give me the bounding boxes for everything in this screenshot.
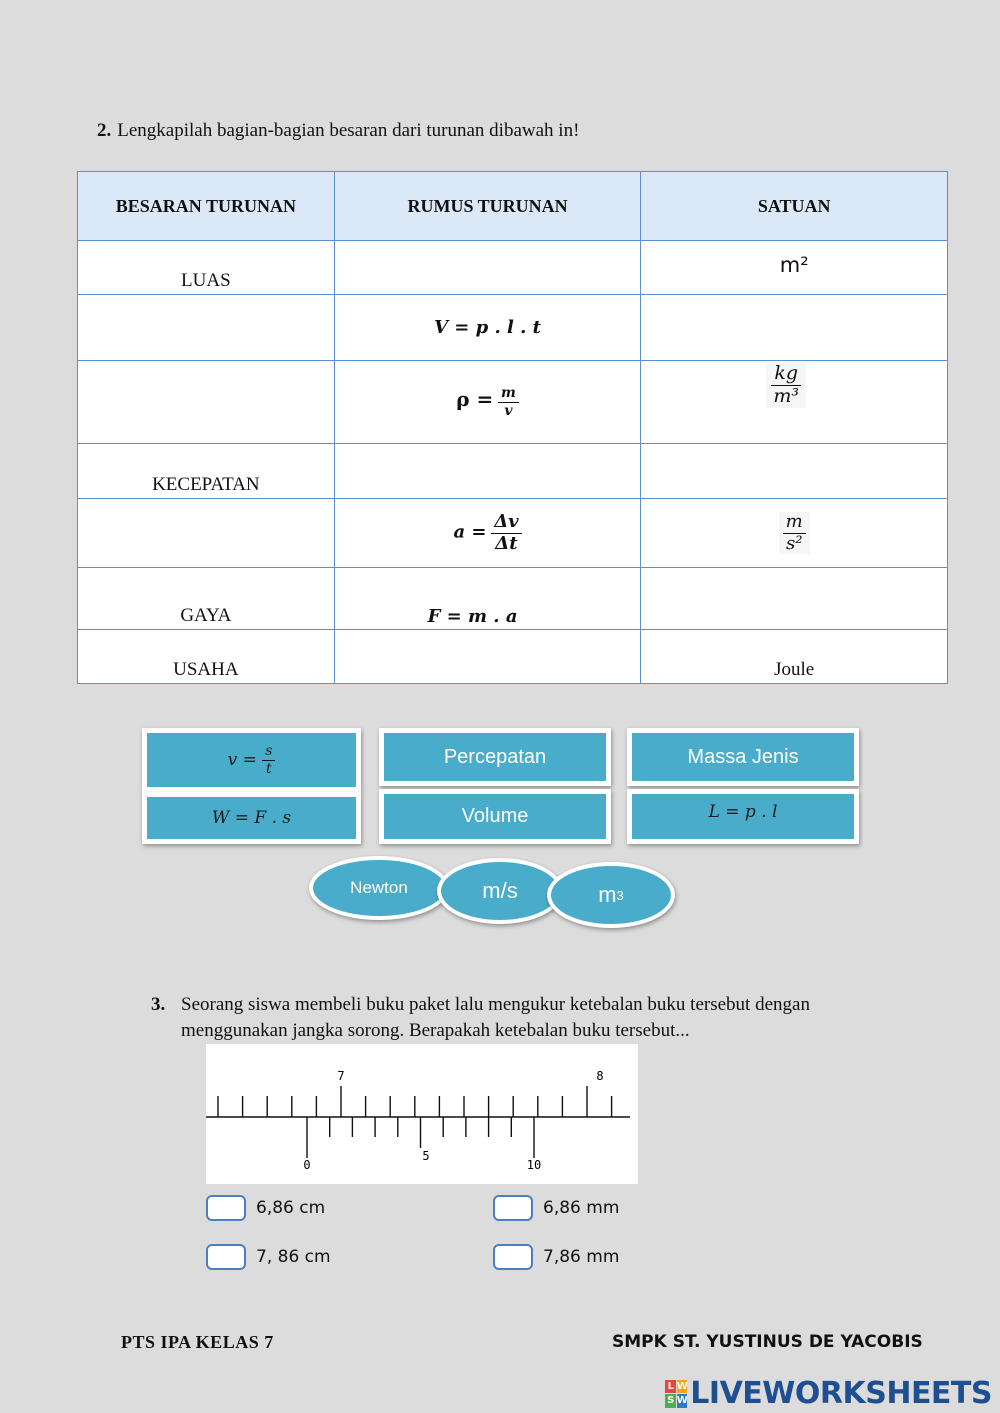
option-checkbox[interactable] bbox=[493, 1244, 533, 1270]
fraction-denominator: Δt bbox=[495, 532, 518, 554]
drop-cell[interactable] bbox=[334, 295, 641, 361]
tile-work-formula[interactable]: W = F . s bbox=[142, 792, 361, 844]
drop-cell[interactable] bbox=[641, 295, 948, 361]
option-label: 7, 86 cm bbox=[256, 1247, 331, 1267]
option-checkbox[interactable] bbox=[206, 1195, 246, 1221]
unit-fraction bbox=[766, 363, 806, 408]
tile-velocity-formula[interactable] bbox=[142, 728, 361, 792]
drop-cell[interactable] bbox=[334, 630, 641, 684]
vernier-label-5: 5 bbox=[422, 1149, 430, 1163]
header-rumus: RUMUS TURUNAN bbox=[334, 172, 641, 241]
question-3-line-2: menggunakan jangka sorong. Berapakah ketebalan buku tersebut... bbox=[181, 1020, 690, 1041]
main-label-7: 7 bbox=[337, 1069, 345, 1083]
drop-cell[interactable] bbox=[334, 499, 641, 568]
oval-m-cubed-base: m bbox=[598, 882, 617, 907]
table-row bbox=[78, 630, 948, 684]
question-3 bbox=[151, 992, 871, 1044]
cell-formula: V = p . l . t bbox=[434, 316, 541, 338]
vernier-label-0: 0 bbox=[303, 1158, 311, 1172]
footer-school-name: SMPK ST. YUSTINUS DE YACOBIS bbox=[612, 1332, 923, 1352]
question-2 bbox=[97, 120, 579, 142]
cell-text: KECEPATAN bbox=[152, 474, 260, 495]
fraction-denominator: s² bbox=[785, 532, 803, 554]
tile-percepatan[interactable]: Percepatan bbox=[379, 728, 611, 786]
option-checkbox[interactable] bbox=[206, 1244, 246, 1270]
fraction-numerator: kg bbox=[771, 363, 801, 386]
drop-cell[interactable] bbox=[641, 361, 948, 444]
option-label: 7,86 mm bbox=[543, 1247, 620, 1267]
vernier-scale-ticks bbox=[307, 1117, 534, 1158]
drop-cell[interactable] bbox=[641, 499, 948, 568]
footer-exam-title: PTS IPA KELAS 7 bbox=[121, 1332, 274, 1352]
oval-m-cubed-exponent: 3 bbox=[616, 887, 624, 903]
drop-cell[interactable] bbox=[78, 499, 335, 568]
formula-lhs: a = bbox=[453, 521, 487, 543]
table-row bbox=[78, 444, 948, 499]
option-label: 6,86 cm bbox=[256, 1198, 326, 1218]
logo-tile: W bbox=[676, 1380, 688, 1392]
drop-cell[interactable] bbox=[641, 568, 948, 630]
brand-name: LIVEWORKSHEETS bbox=[690, 1376, 992, 1411]
logo-tile: S bbox=[667, 1395, 674, 1407]
fraction-numerator: s bbox=[262, 743, 275, 760]
liveworksheets-brand[interactable] bbox=[665, 1376, 992, 1411]
question-2-number: 2. bbox=[97, 120, 112, 141]
drop-cell[interactable] bbox=[334, 568, 641, 630]
table-row bbox=[78, 568, 948, 630]
oval-m-per-s[interactable]: m/s bbox=[437, 858, 563, 924]
drop-cell[interactable] bbox=[78, 361, 335, 444]
drop-cell[interactable] bbox=[334, 241, 641, 295]
option-checkbox[interactable] bbox=[493, 1195, 533, 1221]
drop-cell[interactable] bbox=[78, 568, 335, 630]
vernier-label-10: 10 bbox=[526, 1158, 542, 1172]
unit-fraction bbox=[779, 512, 810, 554]
formula-lhs: ρ = bbox=[456, 387, 494, 412]
header-besaran: BESARAN TURUNAN bbox=[78, 172, 335, 241]
cell-formula: F = m . a bbox=[427, 606, 518, 627]
main-scale-ticks bbox=[218, 1086, 612, 1117]
logo-tile: L bbox=[665, 1380, 675, 1394]
liveworksheets-logo-icon bbox=[665, 1380, 687, 1408]
logo-tile: W bbox=[676, 1395, 688, 1407]
tile-volume[interactable]: Volume bbox=[379, 789, 611, 844]
cell-text: GAYA bbox=[180, 605, 232, 626]
question-2-text: Lengkapilah bagian-bagian besaran dari turunan dibawah in! bbox=[117, 120, 580, 141]
tile-formula-lhs: v = bbox=[227, 750, 257, 770]
drop-cell[interactable] bbox=[78, 444, 335, 499]
table-row bbox=[78, 241, 948, 295]
derived-quantities-table bbox=[77, 171, 948, 684]
table-row bbox=[78, 361, 948, 444]
fraction-numerator: m bbox=[498, 385, 519, 402]
option-c[interactable] bbox=[206, 1244, 331, 1270]
fraction-numerator: m bbox=[783, 512, 806, 534]
oval-newton[interactable]: Newton bbox=[309, 856, 449, 920]
drop-cell[interactable] bbox=[334, 444, 641, 499]
question-3-line-1: Seorang siswa membeli buku paket lalu mengukur ketebalan buku tersebut dengan bbox=[181, 994, 810, 1015]
cell-text: Joule bbox=[774, 659, 815, 680]
drop-cell[interactable] bbox=[334, 361, 641, 444]
drop-cell[interactable] bbox=[641, 444, 948, 499]
header-satuan: SATUAN bbox=[641, 172, 948, 241]
option-label: 6,86 mm bbox=[543, 1198, 620, 1218]
option-d[interactable] bbox=[493, 1244, 619, 1270]
tile-massa-jenis[interactable]: Massa Jenis bbox=[627, 728, 859, 786]
tile-area-formula[interactable]: L = p . l bbox=[627, 789, 859, 844]
formula-fraction bbox=[491, 512, 521, 554]
question-3-number: 3. bbox=[151, 994, 166, 1015]
formula-fraction bbox=[498, 385, 519, 418]
drop-cell[interactable] bbox=[641, 630, 948, 684]
drop-cell[interactable] bbox=[78, 630, 335, 684]
tile-fraction bbox=[262, 743, 275, 776]
option-a[interactable] bbox=[206, 1195, 325, 1221]
drop-cell[interactable] bbox=[78, 295, 335, 361]
option-b[interactable] bbox=[493, 1195, 619, 1221]
table-row bbox=[78, 499, 948, 568]
vernier-caliper-figure bbox=[206, 1044, 638, 1184]
oval-m-cubed[interactable] bbox=[547, 862, 675, 928]
cell-text: m² bbox=[779, 253, 809, 277]
fraction-denominator: m³ bbox=[773, 384, 799, 407]
fraction-denominator: t bbox=[266, 760, 272, 777]
drop-cell[interactable] bbox=[78, 241, 335, 295]
cell-text: LUAS bbox=[181, 270, 231, 291]
table-header-row bbox=[78, 172, 948, 241]
drop-cell[interactable] bbox=[641, 241, 948, 295]
fraction-numerator: Δv bbox=[491, 512, 521, 534]
main-label-8: 8 bbox=[596, 1069, 604, 1083]
cell-text: USAHA bbox=[173, 659, 239, 680]
fraction-denominator: v bbox=[504, 402, 513, 419]
table-row bbox=[78, 295, 948, 361]
vernier-caliper-svg bbox=[206, 1044, 638, 1184]
